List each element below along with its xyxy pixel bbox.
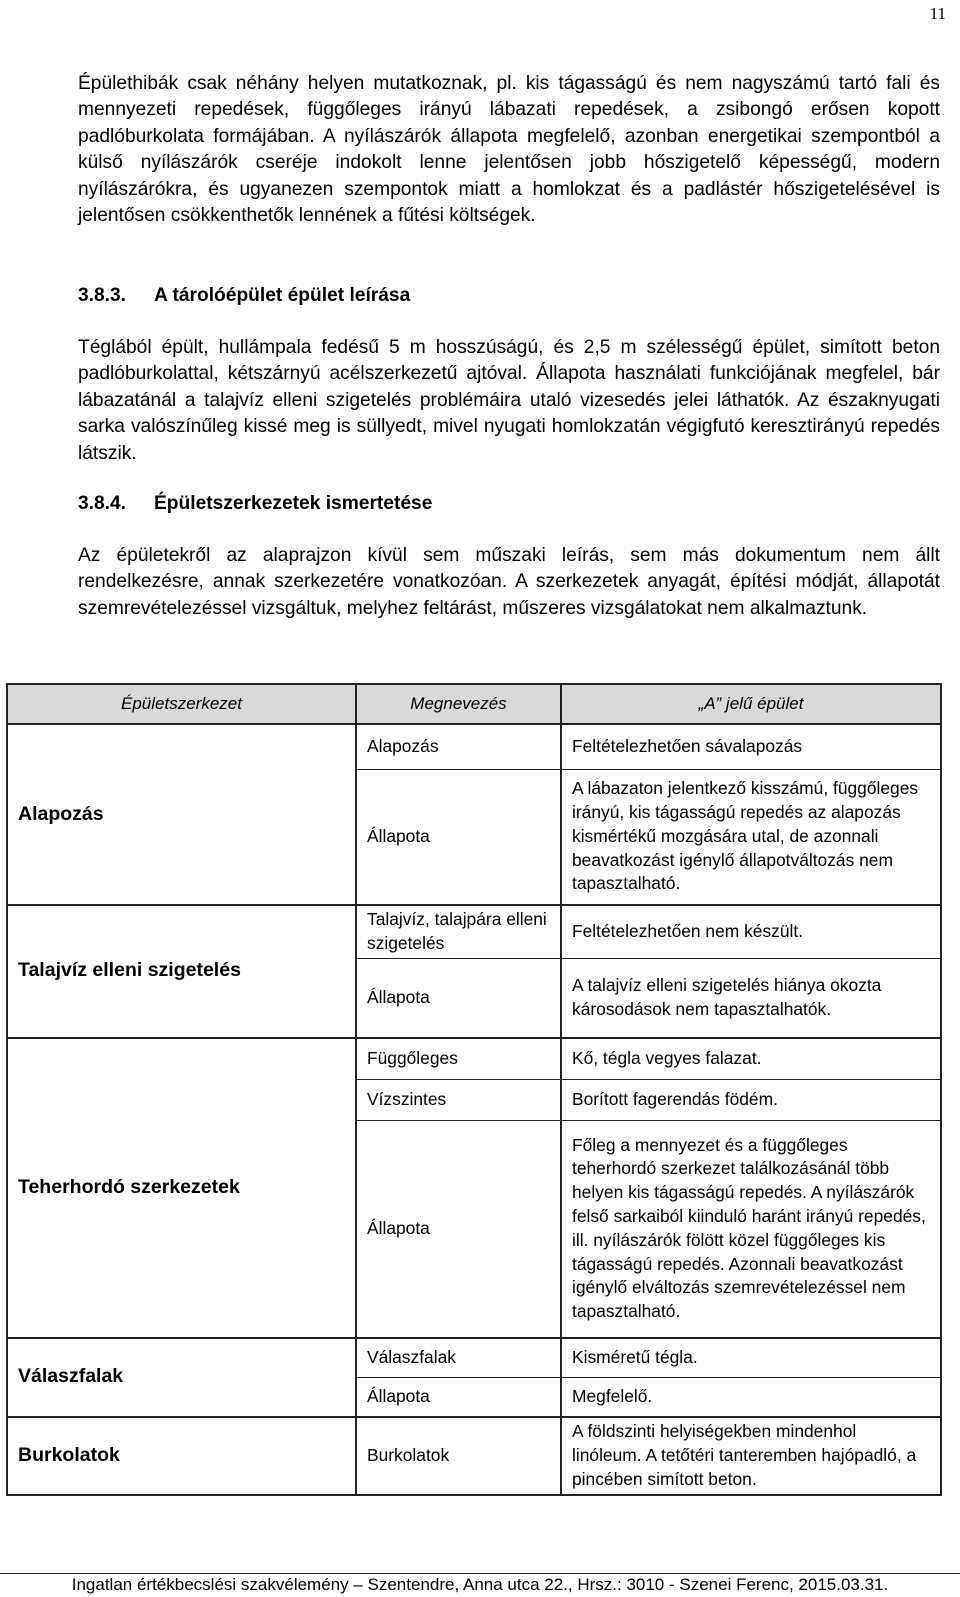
row-name: Állapota — [356, 958, 561, 1038]
row-name: Állapota — [356, 1120, 561, 1338]
section-heading-storage-building — [78, 285, 410, 307]
group-label-waterproofing: Talajvíz elleni szigetelés — [7, 905, 356, 1038]
row-name: Vízszintes — [356, 1079, 561, 1120]
row-value: Feltételezhetően sávalapozás — [561, 724, 941, 769]
row-value: A lábazaton jelentkező kisszámú, függőleges irányú, kis tágasságú repedés az alapozás kismértékű mozgására utal, de azonnali beavatkozást igénylő állapotváltozás nem tapasztalható. — [561, 769, 941, 905]
row-value: Főleg a mennyezet és a függőleges teherhordó szerkezet találkozásánál több helyen kis tágasságú repedés. A nyílászárók felső sarkaiból kiinduló haránt irányú repedés, ill. nyílászárók fölött közel függőleges kis tágasságú repedés. Azonnali beavatkozást igénylő elváltozás szemrevételezéssel nem tapasztalható. — [561, 1120, 941, 1338]
page-number: 11 — [929, 4, 946, 23]
row-name: Függőleges — [356, 1038, 561, 1080]
group-label-load-bearing: Teherhordó szerkezetek — [7, 1038, 356, 1338]
row-value: Kisméretű tégla. — [561, 1338, 941, 1378]
table-header-row — [7, 684, 941, 724]
row-name: Alapozás — [356, 724, 561, 769]
row-value: Borított fagerendás födém. — [561, 1079, 941, 1120]
row-name: Talajvíz, talajpára elleni szigetelés — [356, 905, 561, 959]
table-row — [7, 1338, 941, 1378]
group-label-partition-walls: Válaszfalak — [7, 1338, 356, 1417]
table-row — [7, 1038, 941, 1080]
section-number: 3.8.3. — [78, 285, 127, 306]
group-label-coverings: Burkolatok — [7, 1417, 356, 1495]
footer-divider — [0, 1573, 960, 1574]
section-number: 3.8.4. — [78, 493, 127, 514]
building-structures-table — [6, 683, 942, 1496]
page-footer: Ingatlan értékbecslési szakvélemény – Szentendre, Anna utca 22., Hrsz.: 3010 - Szenei Ferenc, 2015.03.31. — [71, 1575, 889, 1594]
row-value: A földszinti helyiségekben mindenhol linóleum. A tetőtéri tanteremben hajópadló, a pincében simított beton. — [561, 1417, 941, 1495]
column-header-name: Megnevezés — [356, 684, 561, 724]
column-header-structure: Épületszerkezet — [7, 684, 356, 724]
row-value: Kő, tégla vegyes falazat. — [561, 1038, 941, 1080]
table-row — [7, 724, 941, 769]
section-title: Épületszerkezetek ismertetése — [154, 493, 433, 514]
row-value: A talajvíz elleni szigetelés hiánya okozta károsodások nem tapasztalhatók. — [561, 958, 941, 1038]
row-name: Válaszfalak — [356, 1338, 561, 1378]
intro-paragraph: Épülethibák csak néhány helyen mutatkoznak, pl. kis tágasságú és nem nagyszámú tartó fali és mennyezeti repedések, függőleges irányú lábazati repedések, a zsibongó erősen kopott padlóburkolata formájában. A nyílászárók állapota megfelelő, azonban energetikai szempontból a külső nyílászárók cseréje indokolt lenne jelentősen jobb hőszigetelő képességű, modern nyílászárókra, és ugyanezen szempontok miatt a homlokzat és a padlástér hőszigetelésével is jelentősen csökkenthetők lennének a fűtési költségek. — [78, 73, 940, 227]
table-row — [7, 905, 941, 959]
table-row — [7, 1417, 941, 1495]
row-name: Állapota — [356, 769, 561, 905]
row-name: Burkolatok — [356, 1417, 561, 1495]
section-heading-structures — [78, 493, 432, 515]
storage-building-paragraph: Téglából épült, hullámpala fedésű 5 m hosszúságú, és 2,5 m szélességű épület, simított beton padlóburkolattal, kétszárnyú acélszerkezetű ajtóval. Állapota használati funkciójának megfelel, bár lábazatánál a talajvíz elleni szigetelés problémáira utaló vizesedés jelei láthatók. Az északnyugati sarka valószínűleg kissé meg is süllyedt, mivel nyugati homlokzatán végigfutó keresztirányú repedés látszik. — [78, 337, 940, 464]
structures-paragraph: Az épületekről az alaprajzon kívül sem műszaki leírás, sem más dokumentum nem állt rendelkezésre, annak szerkezetére vonatkozóan. A szerkezetek anyagát, építési módját, állapotát szemrevételezéssel vizsgáltuk, melyhez feltárást, műszeres vizsgálatokat nem alkalmaztunk. — [78, 545, 940, 619]
column-header-building-a: „A” jelű épület — [561, 684, 941, 724]
row-name: Állapota — [356, 1377, 561, 1417]
row-value: Feltételezhetően nem készült. — [561, 905, 941, 959]
group-label-foundation: Alapozás — [7, 724, 356, 905]
section-title: A tárolóépület épület leírása — [154, 285, 411, 306]
row-value: Megfelelő. — [561, 1377, 941, 1417]
